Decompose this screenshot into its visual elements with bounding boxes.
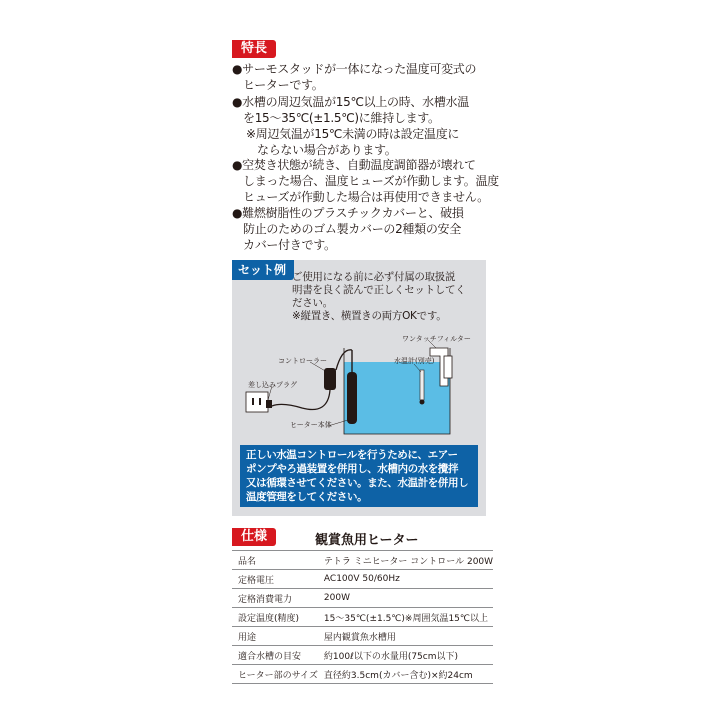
power-cord (272, 390, 330, 410)
filter-outlet (444, 356, 452, 378)
setup-text-line-1: ご使用になる前に必ず付属の取扱説 (292, 271, 456, 283)
table-row: 品名 テトラ ミニヒーター コントロール 200W (232, 551, 493, 570)
filter-label: ワンタッチフィルター (402, 335, 471, 343)
setup-diagram (232, 330, 486, 450)
spec-title: 観賞魚用ヒーター (315, 533, 419, 548)
tank-water (344, 362, 450, 434)
feature-item-4: ●難燃樹脂性のプラスチックカバーと、破損 防止のためのゴム製カバーの2種類の安全 カバー付きです。 (232, 206, 464, 252)
table-row: ヒーター部のサイズ 直径約3.5cm(カバー含む)×約24cm (232, 665, 493, 684)
setup-text-line-2: 明書を良く読んで正しくセットしてく (292, 284, 466, 296)
thermometer-tube (420, 370, 424, 400)
table-row: 適合水槽の目安 約100ℓ以下の水量用(75cm以下) (232, 646, 493, 665)
table-row: 定格電圧 AC100V 50/60Hz (232, 570, 493, 589)
wall-outlet (246, 392, 268, 412)
table-row: 設定温度(精度) 15～35℃(±1.5℃)※周囲気温15℃以上 (232, 608, 493, 627)
spec-table (232, 550, 493, 684)
table-row: 用途 屋内観賞魚水槽用 (232, 627, 493, 646)
plug-label: 差し込みプラグ (248, 381, 297, 389)
feature-item-1: ●サーモスタッドが一体になった温度可変式の ヒーターです。 (232, 62, 477, 92)
thermometer-bulb (420, 400, 425, 405)
heater-body (347, 372, 357, 424)
features-tag: 特長 (232, 40, 276, 58)
spec-tag: 仕様 (232, 528, 276, 546)
feature-item-2: ●水槽の周辺気温が15℃以上の時、水槽水温 を15～35℃(±1.5℃)に維持します。 (232, 95, 469, 125)
usage-notice: 正しい水温コントロールを行うために、エアー ポンプやろ過装置を併用し、水槽内の水を攪拌 又は循環させてください。また、水温計を併用し 温度管理をしてください。 (240, 445, 478, 507)
feature-item-3: ●空焚き状態が続き、自動温度調節器が壊れて しまった場合、温度ヒューズが作動します。温度 ヒューズが作動した場合は再使用できません。 (232, 158, 499, 204)
table-row: 定格消費電力 200W (232, 589, 493, 608)
setup-tag: セット例 (232, 260, 294, 280)
thermometer-label: 水温計(別売) (394, 357, 435, 365)
feature-note: ※周辺気温が15℃未満の時は設定温度に ならない場合があります。 (246, 127, 460, 157)
setup-text-line-4: ※縦置き、横置きの両方OKです。 (292, 310, 447, 322)
setup-text-line-3: ださい。 (292, 297, 333, 309)
plug-head (266, 400, 272, 408)
heater-label: ヒーター本体 (290, 421, 332, 429)
controller-label: コントローラー (278, 357, 327, 365)
